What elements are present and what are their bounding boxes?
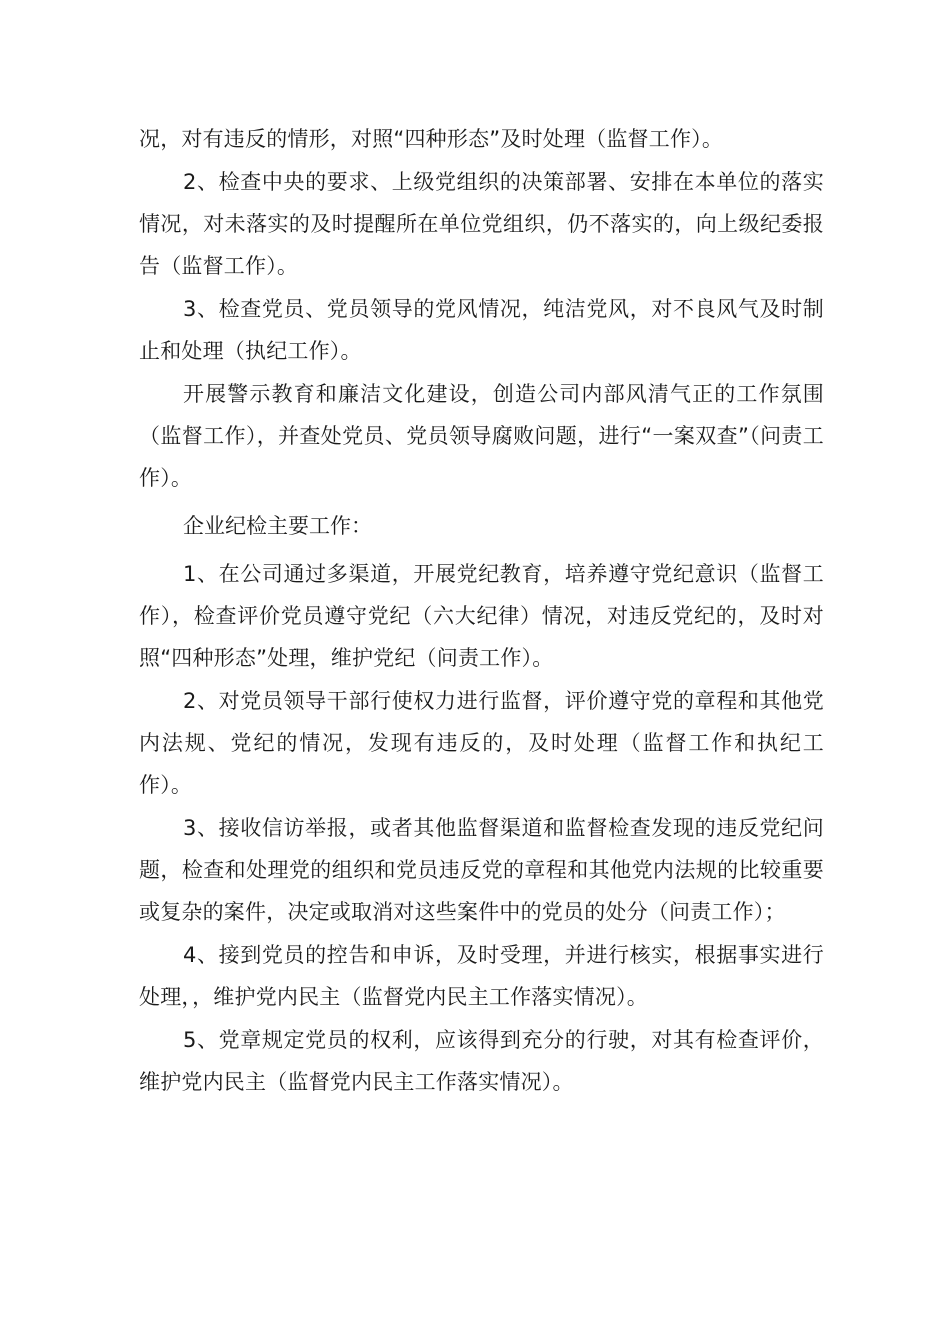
section-heading-main-work: 企业纪检主要工作： xyxy=(183,514,372,538)
paragraph-continuation: 况，对有违反的情形，对照“四种形态”及时处理（监督工作）。 xyxy=(139,127,724,151)
paragraph-work-item-3: 3、接收信访举报，或者其他监督渠道和监督检查发现的违反党纪问题，检查和处理党的组织和党员违反党的章程和其他党内法规的比较重要或复杂的案件，决定或取消对这些案件中的党员的处分（问责工作）； xyxy=(139,816,824,924)
paragraph-work-item-1: 1、在公司通过多渠道，开展党纪教育，培养遵守党纪意识（监督工作），检查评价党员遵守党纪（六大纪律）情况，对违反党纪的，及时对照“四种形态”处理，维护党纪（问责工作）。 xyxy=(139,562,824,670)
paragraph-work-item-4: 4、接到党员的控告和申诉，及时受理，并进行核实，根据事实进行处理，，维护党内民主（监督党内民主工作落实情况）。 xyxy=(139,943,824,1009)
paragraph-work-item-2: 2、对党员领导干部行使权力进行监督，评价遵守党的章程和其他党内法规、党纪的情况，发现有违反的，及时处理（监督工作和执纪工作）。 xyxy=(139,689,824,797)
paragraph-warning-education: 开展警示教育和廉洁文化建设，创造公司内部风清气正的工作氛围（监督工作），并查处党员、党员领导腐败问题，进行“一案双查”（问责工作）。 xyxy=(139,382,824,490)
paragraph-work-item-5: 5、党章规定党员的权利，应该得到充分的行驶，对其有检查评价，维护党内民主（监督党内民主工作落实情况）。 xyxy=(139,1028,824,1094)
document-body xyxy=(139,118,824,1103)
paragraph-item-3-check-party-conduct: 3、检查党员、党员领导的党风情况，纯洁党风，对不良风气及时制止和处理（执纪工作）。 xyxy=(139,297,824,363)
paragraph-item-2-check-central-requirements: 2、检查中央的要求、上级党组织的决策部署、安排在本单位的落实情况，对未落实的及时提醒所在单位党组织，仍不落实的，向上级纪委报告（监督工作）。 xyxy=(139,170,824,278)
